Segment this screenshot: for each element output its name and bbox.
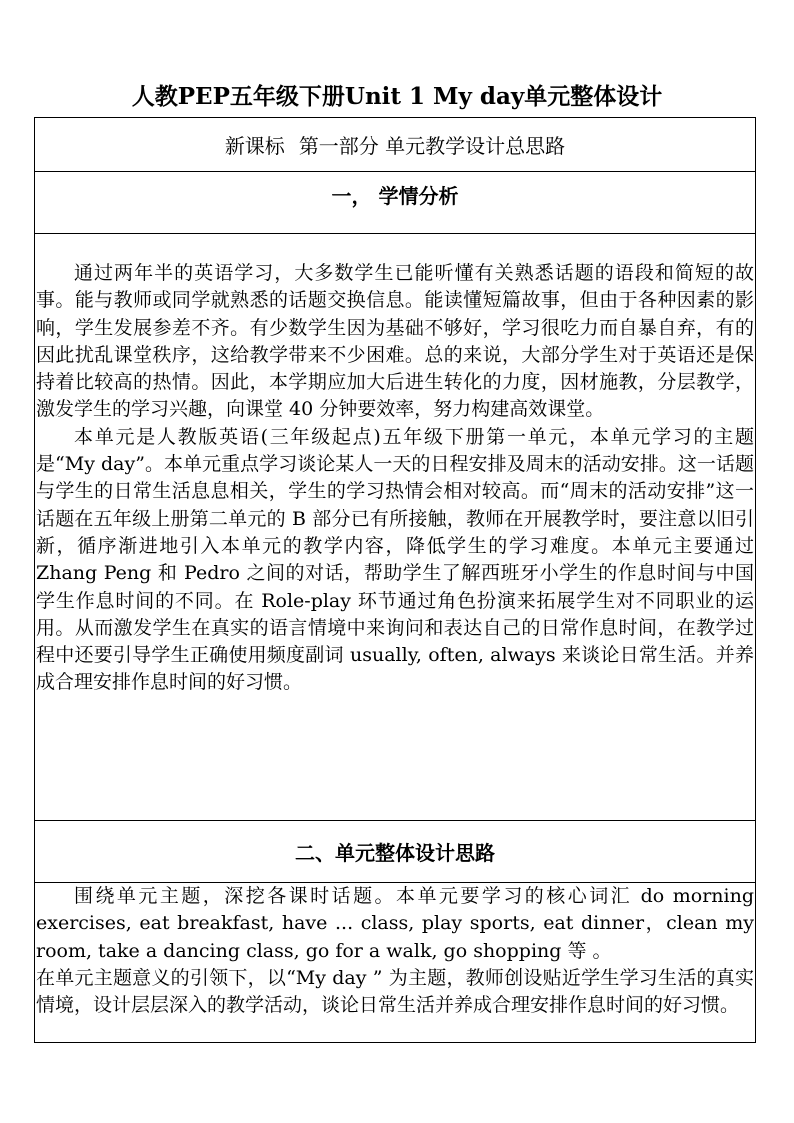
section-heading-unit-design [35, 821, 755, 883]
section-heading-text: 一， 学情分析 [331, 184, 459, 208]
subtitle-text: 第一部分 单元教学设计总思路 [298, 134, 566, 158]
subtitle-row [35, 118, 755, 172]
unit-design-content [35, 883, 755, 1043]
analysis-paragraph: 通过两年半的英语学习，大多数学生已能听懂有关熟悉话题的语段和简短的故事。能与教师或同学就熟悉的话题交换信息。能读懂短篇故事，但由于各种因素的影响，学生发展参差不齐。有少数学生因为基础不够好，学习很吃力而自暴自弃，有的因此扰乱课堂秩序，这给教学带来不少困难。总的来说，大部分学生对于英语还是保持着比较高的热情。因此，本学期应加大后进生转化的力度，因材施教，分层教学，激发学生的学习兴趣，向课堂 40 分钟要效率，努力构建高效课堂。 [36, 262, 754, 421]
subtitle-label: 新课标 [224, 134, 285, 158]
core-vocabulary-paragraph: 围绕单元主题，深挖各课时话题。本单元要学习的核心词汇 do morning exercises, eat breakfast, have ... class, play sports, eat dinner，clean my room, take a dancing class, go for a walk, go shopping 等 。 [36, 885, 754, 962]
section-heading-learner-analysis [35, 172, 755, 234]
learner-analysis-content [35, 234, 755, 821]
theme-paragraph: 在单元主题意义的引领下，以“My day ” 为主题，教师创设贴近学生学习生活的真实情境，设计层层深入的教学活动，谈论日常生活并养成合理安排作息时间的好习惯。 [36, 966, 754, 1017]
section-heading-text: 二、单元整体设计思路 [295, 841, 495, 865]
design-table [34, 117, 756, 1043]
document-title: 人教PEP五年级下册Unit 1 My day单元整体设计 [131, 83, 663, 110]
unit-overview-paragraph: 本单元是人教版英语(三年级起点)五年级下册第一单元，本单元学习的主题是“My day”。本单元重点学习谈论某人一天的日程安排及周末的活动安排。这一话题与学生的日常生活息息相关，学生的学习热情会相对较高。而“周末的活动安排”这一话题在五年级上册第二单元的 B 部分已有所接触，教师在开展教学时，要注意以旧引新，循序渐进地引入本单元的教学内容，降低学生的学习难度。本单元主要通过 Zhang Peng 和 Pedro 之间的对话，帮助学生了解西班牙小学生的作息时间与中国学生作息时间的不同。在 Role-play 环节通过角色扮演来拓展学生对不同职业的运用。从而激发学生在真实的语言情境中来询问和表达自己的日常作息时间，在教学过程中还要引导学生正确使用频度副词 usually, often, always 来谈论日常生活。并养成合理安排作息时间的好习惯。 [36, 425, 754, 694]
